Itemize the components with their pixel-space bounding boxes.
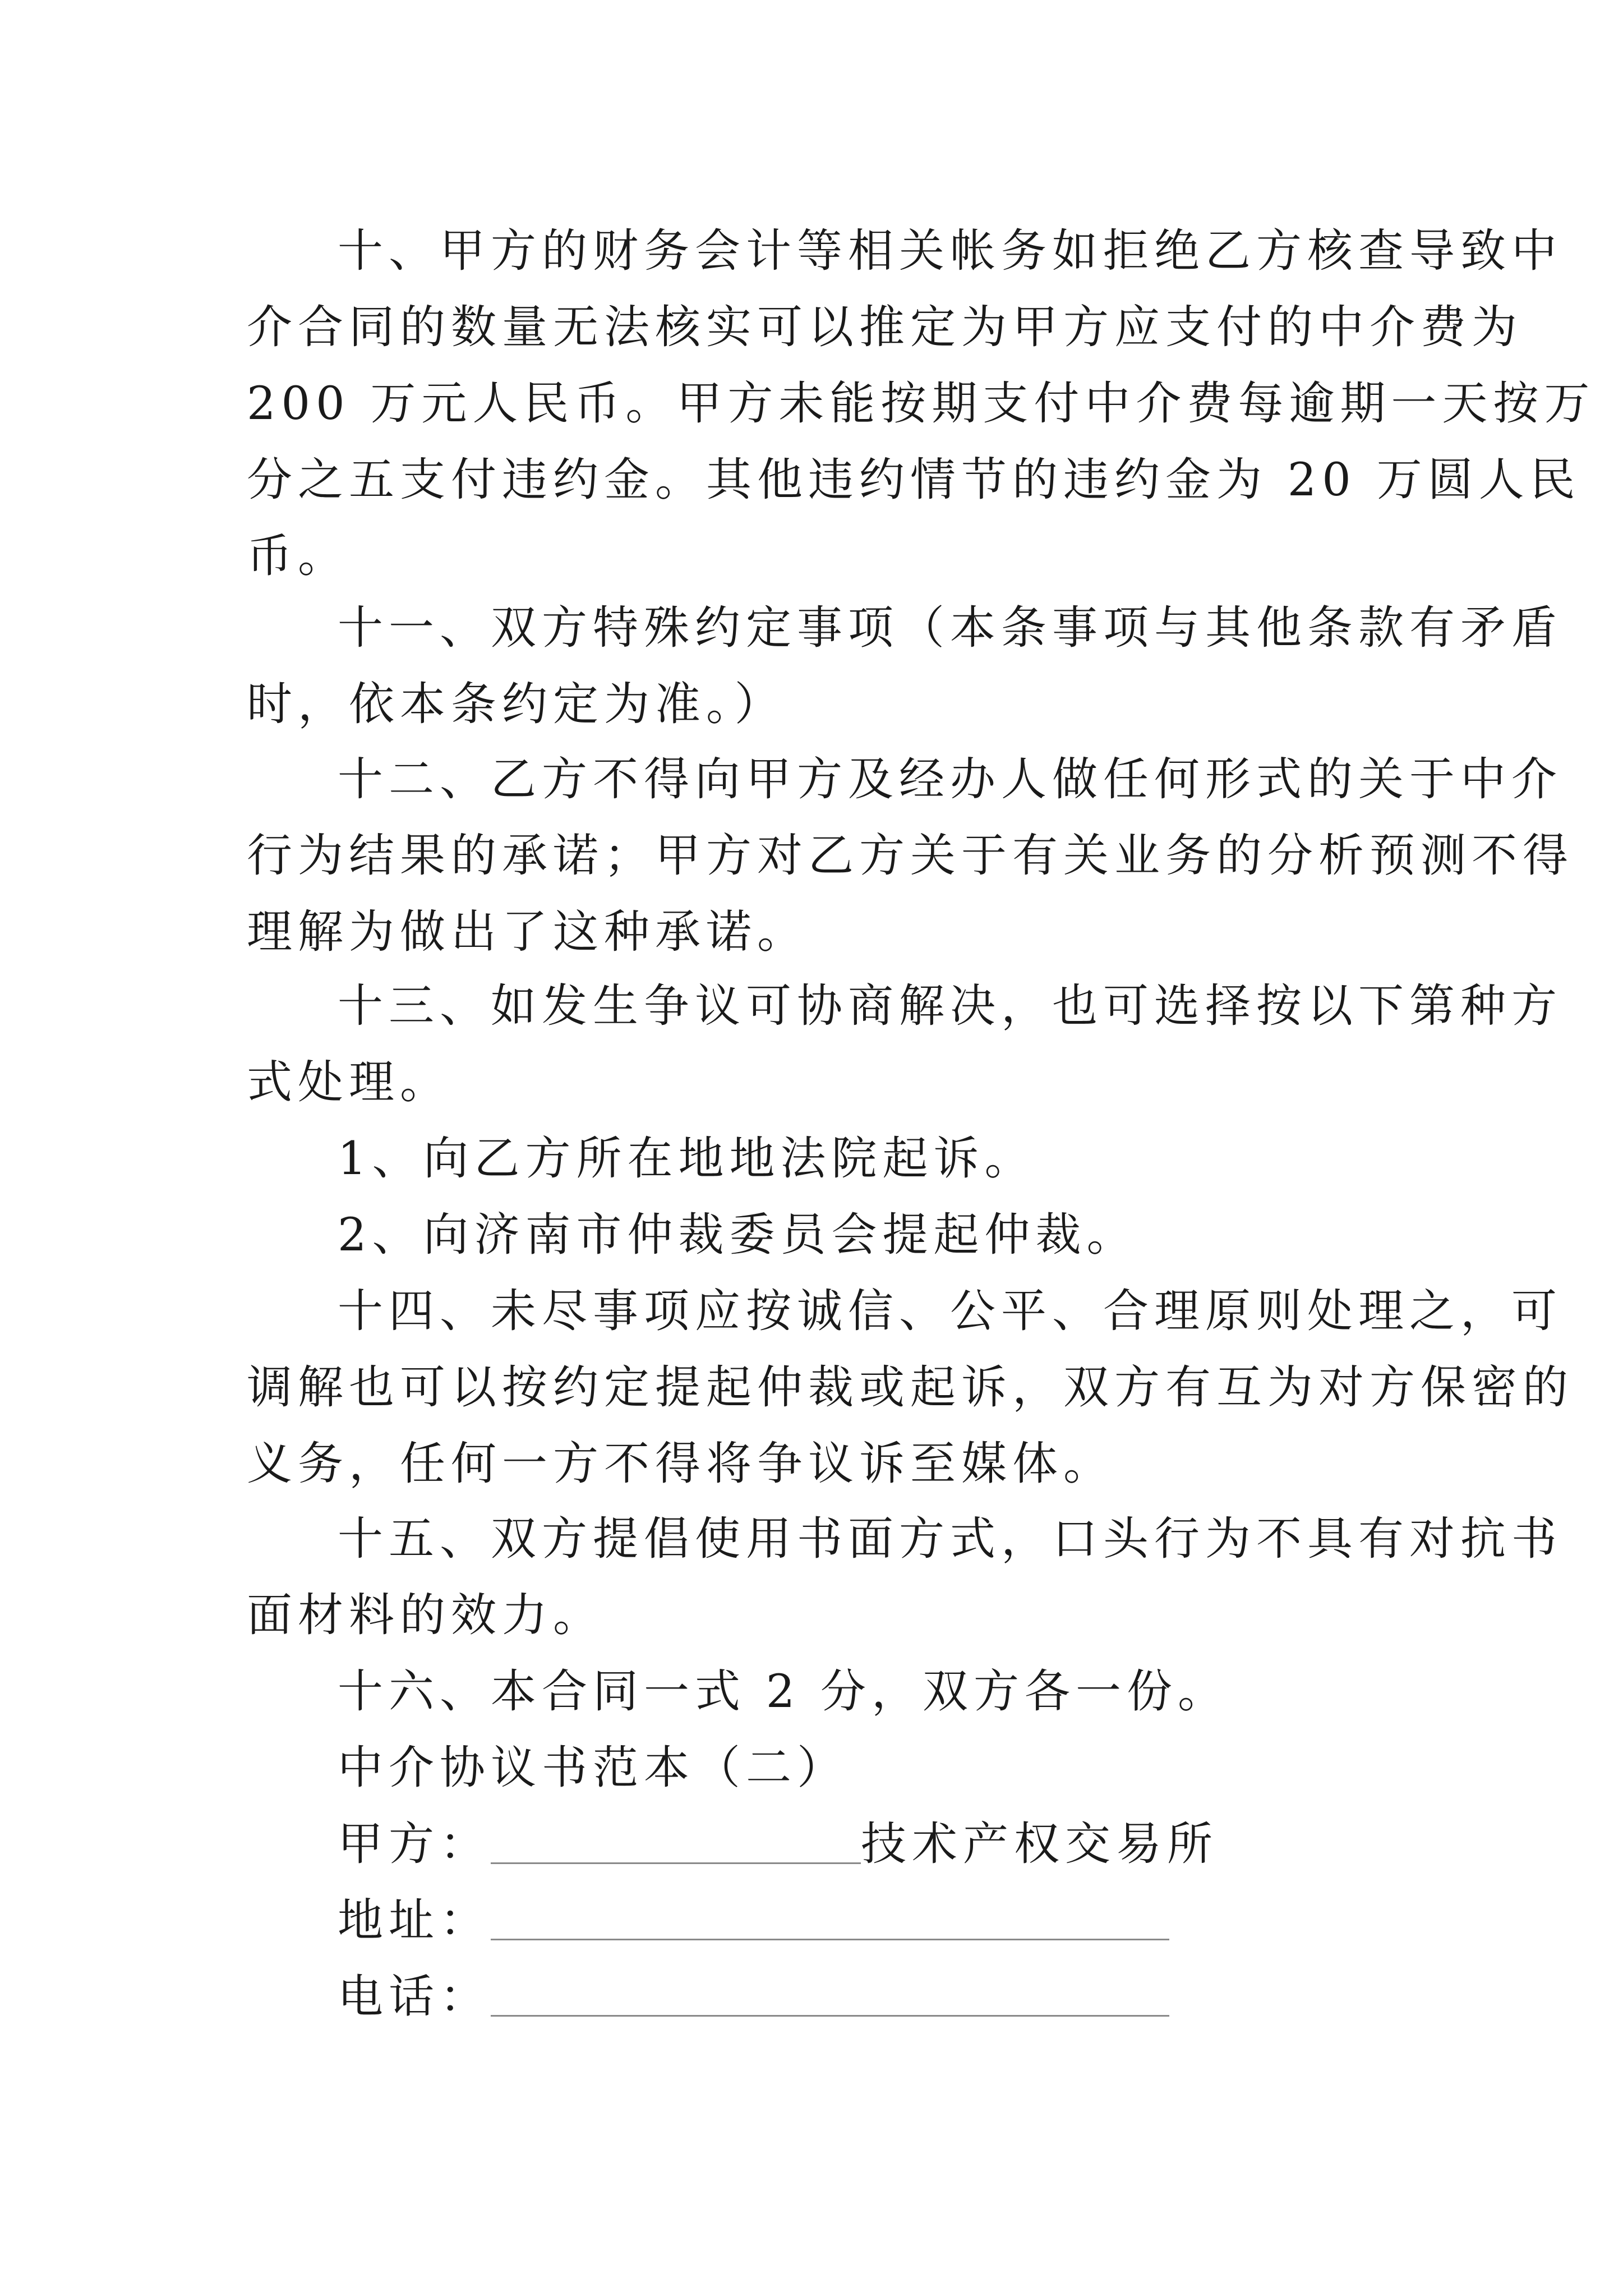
party-a-suffix: 技术产权交易所 [861,1818,1219,1871]
party-a-label: 甲方： [338,1818,491,1871]
text-line: 十五、双方提倡使用书面方式，口头行为不具有对抗书 [338,1513,1563,1566]
phone-row [338,1959,1169,2035]
text-line: 十三、如发生争议可协商解决，也可选择按以下第种方 [338,980,1563,1033]
text-line: 分之五支付违约金。其他违约情节的违约金为 20 万圆人民 [247,454,1581,507]
text-line: 调解也可以按约定提起仲裁或起诉，双方有互为对方保密的 [247,1361,1574,1414]
template-title [247,1730,1385,1806]
text-line: 十二、乙方不得向甲方及经办人做任何形式的关于中介 [338,753,1563,806]
text-line: 时，依本条约定为准。） [247,678,786,731]
text-line: 行为结果的承诺；甲方对乙方关于有关业务的分析预测不得 [247,830,1574,882]
clause-12 [247,742,1574,970]
party-a-row [338,1806,1218,1883]
clause-13-option-2 [247,1197,1385,1273]
text-line: 十一、双方特殊约定事项（本条事项与其他条款有矛盾 [338,602,1563,655]
text-line: 200 万元人民币。甲方未能按期支付中介费每逾期一天按万 [247,378,1596,430]
text-line: 币。 [247,530,349,583]
clause-14 [247,1273,1574,1502]
address-blank-field[interactable] [491,1883,1169,1940]
section-heading: 中介协议书范本（二） [338,1742,849,1795]
clause-13-option-1 [247,1121,1385,1197]
text-line: 面材料的效力。 [247,1589,605,1642]
clause-13 [247,968,1563,1121]
text-line: 式处理。 [247,1056,451,1109]
text-line: 介合同的数量无法核实可以推定为甲方应支付的中介费为 [247,301,1523,354]
phone-blank-field[interactable] [491,1959,1169,2017]
text-line: 2、向济南市仲裁委员会提起仲裁。 [338,1209,1138,1262]
text-line: 十、甲方的财务会计等相关帐务如拒绝乙方核查导致中 [338,225,1563,278]
address-row [338,1883,1169,1959]
phone-label: 电话： [338,1971,491,2023]
text-line: 1、向乙方所在地地法院起诉。 [338,1133,1036,1185]
text-line: 十六、本合同一式 2 分，双方各一份。 [338,1665,1229,1718]
clause-11 [247,590,1563,743]
address-label: 地址： [338,1894,491,1947]
clause-10 [247,213,1596,595]
text-line: 理解为做出了这种承诺。 [247,906,809,959]
text-line: 义务，任何一方不得将争议诉至媒体。 [247,1438,1115,1490]
clause-15 [247,1501,1563,1654]
clause-16 [247,1654,1385,1730]
party-a-blank-field[interactable] [491,1806,861,1864]
text-line: 十四、未尽事项应按诚信、公平、合理原则处理之，可 [338,1285,1563,1338]
